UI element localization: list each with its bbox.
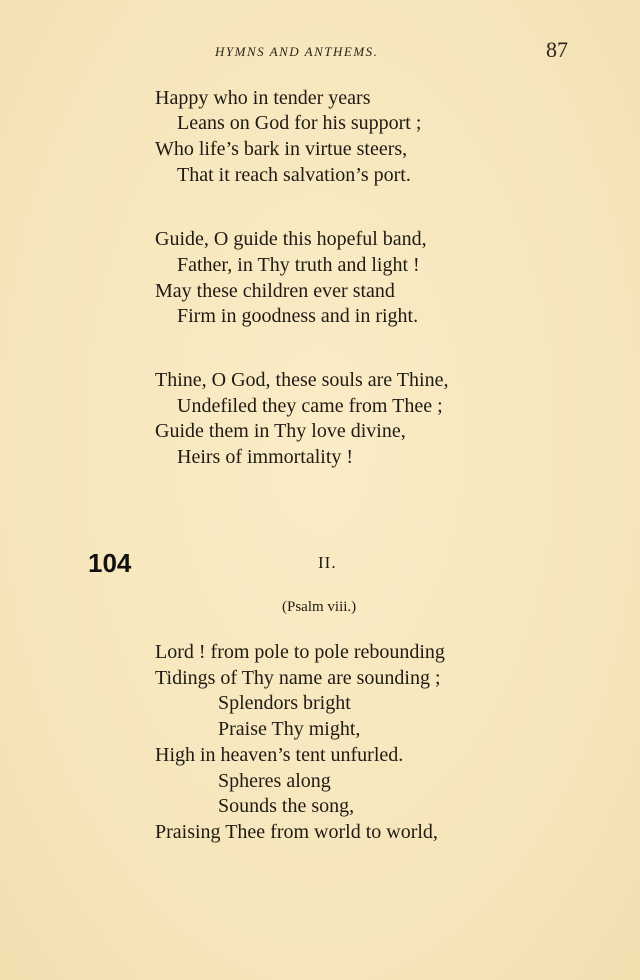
stanza-3-line-4: Heirs of immortality ! (177, 446, 354, 468)
section-numeral: II. (318, 553, 337, 572)
hymn-line-6: Spheres along (218, 770, 331, 792)
running-head: HYMNS AND ANTHEMS. (215, 44, 379, 59)
hymn-line-2: Tidings of Thy name are sounding ; (155, 667, 441, 689)
stanza-1-line-1: Happy who in tender years (155, 87, 371, 109)
hymn-line-1: Lord ! from pole to pole rebounding (155, 641, 445, 663)
stanza-1-line-3: Who life’s bark in virtue steers, (155, 138, 408, 160)
stanza-3-line-3: Guide them in Thy love divine, (155, 420, 406, 442)
page-number: 87 (546, 37, 568, 62)
hymn-number: 104 (88, 548, 132, 578)
hymn-line-4: Praise Thy might, (218, 718, 361, 740)
stanza-1-line-2: Leans on God for his support ; (177, 112, 422, 134)
hymn-line-8: Praising Thee from world to world, (155, 821, 438, 843)
stanza-2-line-2: Father, in Thy truth and light ! (177, 254, 420, 276)
hymn-line-5: High in heaven’s tent unfurled. (155, 744, 404, 766)
hymn-line-7: Sounds the song, (218, 795, 355, 817)
stanza-3-line-1: Thine, O God, these souls are Thine, (155, 369, 449, 391)
hymn-line-3: Splendors bright (218, 692, 351, 714)
stanza-1-line-4: That it reach salvation’s port. (177, 164, 411, 186)
stanza-2-line-3: May these children ever stand (155, 280, 395, 302)
stanza-2-line-1: Guide, O guide this hopeful band, (155, 228, 427, 250)
hymn-subtitle: (Psalm viii.) (282, 599, 357, 615)
stanza-2-line-4: Firm in goodness and in right. (177, 305, 419, 327)
stanza-3-line-2: Undefiled they came from Thee ; (177, 395, 443, 417)
